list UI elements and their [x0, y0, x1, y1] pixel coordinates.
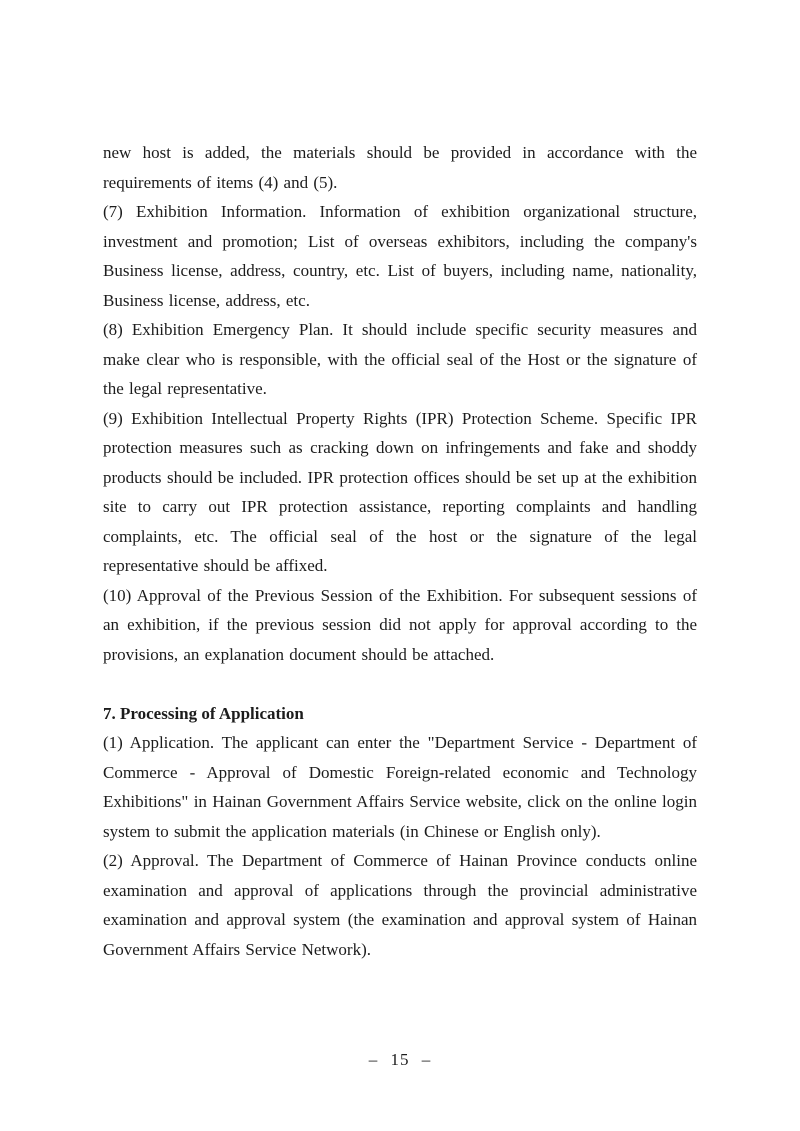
paragraph-item-10-previous-session-approval: (10) Approval of the Previous Session of the Exhibition. For subsequent sessions of an exhibition, if the previous session did not apply for approval according to the provisions, an explanation document should be attached.	[103, 585, 697, 664]
paragraph-continuation: new host is added, the materials should be provided in accordance with the requirements of items (4) and (5).	[103, 143, 697, 192]
paragraph-item-9-ipr-protection: (9) Exhibition Intellectual Property Rights (IPR) Protection Scheme. Specific IPR protection measures such as cracking down on infringements and fake and shoddy products should be included. IPR protection offices should be set up at the exhibition site to carry out IPR protection assistance, reporting complaints and handling complaints, etc. The official seal of the host or the signature of the legal representative should be affixed.	[103, 408, 697, 575]
paragraph-item-8-emergency-plan: (8) Exhibition Emergency Plan. It should include specific security measures and make clear who is responsible, with the official seal of the Host or the signature of the legal representative.	[103, 320, 697, 398]
paragraph-item-7-exhibition-information: (7) Exhibition Information. Information of exhibition organizational structure, investment and promotion; List of overseas exhibitors, including the company's Business license, address, country, etc. List of buyers, including name, nationality, Business license, address, etc.	[103, 202, 697, 310]
paragraph-item-2-approval: (2) Approval. The Department of Commerce of Hainan Province conducts online examination and approval of applications through the provincial administrative examination and approval system (the examination and approval system of Hainan Government Affairs Service Network).	[103, 851, 697, 959]
page-number: – 15 –	[368, 1050, 432, 1069]
page-footer	[0, 1045, 800, 1075]
paragraph-item-1-application: (1) Application. The applicant can enter the "Department Service - Department of Commerce - Approval of Domestic Foreign-related economic and Technology Exhibitions" in Hainan Government Affairs Service website, click on the online login system to submit the application materials (in Chinese or English only).	[103, 733, 697, 841]
document-body	[103, 138, 697, 964]
section-heading-processing-of-application: 7. Processing of Application	[103, 703, 304, 723]
